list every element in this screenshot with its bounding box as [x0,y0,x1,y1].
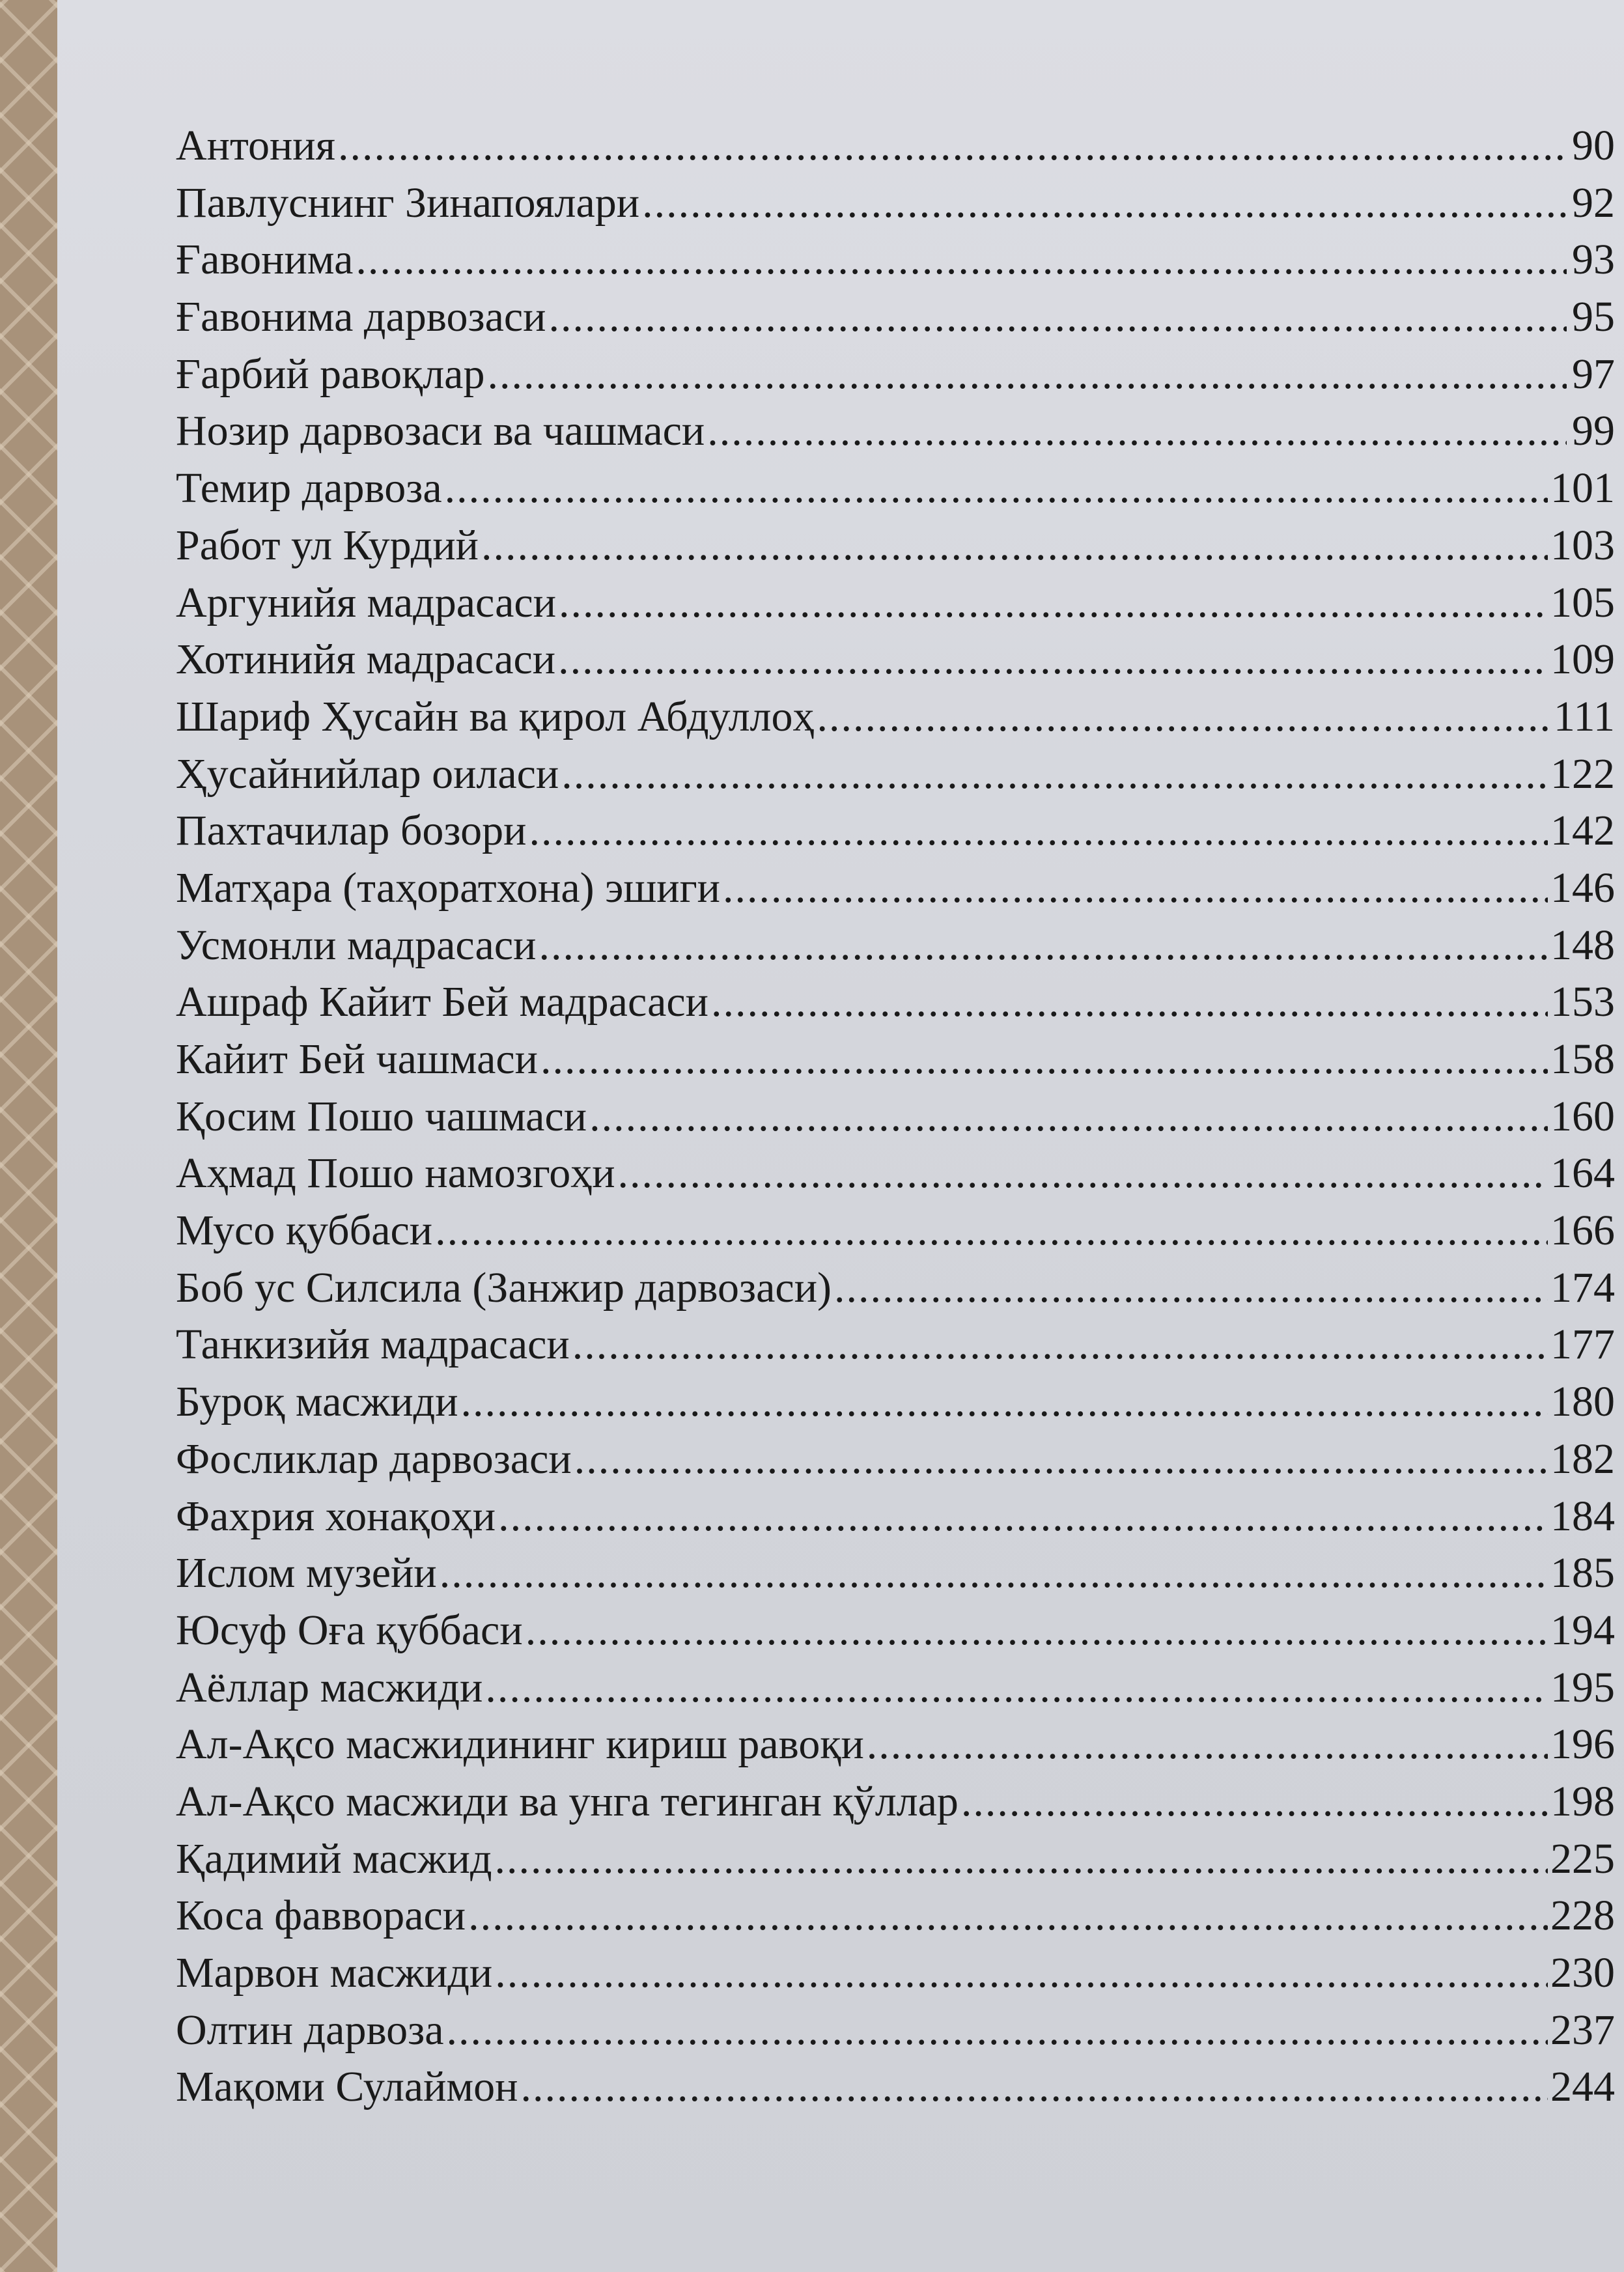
toc-entry-page-number: 180 [1550,1378,1615,1426]
toc-entry [176,1088,1615,1145]
dot-leader [618,1145,1548,1202]
toc-entry [176,574,1615,632]
toc-entry-page-number: 148 [1550,921,1615,969]
toc-entry [176,974,1615,1031]
dot-leader [435,1202,1548,1259]
toc-entry-title: Олтин дарвоза [176,2006,444,2054]
dot-leader [711,974,1548,1031]
decorative-page-border [0,0,57,2272]
dot-leader [817,688,1551,746]
dot-leader [559,574,1548,632]
toc-entry-title: Пахтачилар бозори [176,807,527,855]
toc-entry [176,1716,1615,1773]
dot-leader [468,1887,1548,1944]
toc-entry [176,631,1615,688]
toc-entry-page-number: 177 [1550,1321,1615,1369]
toc-entry-title: Павлуснинг Зинапоялари [176,178,640,227]
toc-entry-title: Танкизийя мадрасаси [176,1321,570,1369]
toc-entry-title: Буроқ масжиди [176,1378,458,1426]
toc-entry [176,688,1615,746]
dot-leader [561,746,1548,803]
toc-entry-page-number: 95 [1572,293,1615,341]
book-page [57,0,1624,2272]
toc-entry-title: Ҳусайнийлар оиласи [176,750,559,798]
toc-entry-page-number: 97 [1572,350,1615,398]
toc-entry-page-number: 174 [1550,1263,1615,1311]
toc-entry-title: Аёллар масжиди [176,1663,483,1711]
toc-entry-title: Усмонли мадрасаси [176,921,537,969]
toc-entry-title: Юсуф Оға қуббаси [176,1606,523,1654]
toc-entry [176,117,1615,175]
toc-entry-page-number: 101 [1550,464,1615,512]
toc-entry-page-number: 237 [1550,2006,1615,2054]
dot-leader [642,175,1567,232]
toc-entry-page-number: 185 [1550,1549,1615,1597]
toc-entry [176,1259,1615,1317]
dot-leader [445,460,1548,517]
toc-entry-title: Аҳмад Пошо намозгоҳи [176,1149,615,1198]
table-of-contents [176,117,1615,2116]
dot-leader [723,860,1548,917]
toc-entry-page-number: 194 [1550,1606,1615,1654]
toc-entry [176,1145,1615,1202]
toc-entry-page-number: 111 [1553,692,1615,740]
toc-entry-title: Ғавонима [176,236,354,284]
dot-leader [572,1316,1548,1373]
toc-entry-page-number: 230 [1550,1949,1615,1997]
toc-entry [176,402,1615,460]
toc-entry-page-number: 164 [1550,1149,1615,1198]
dot-leader [548,288,1567,346]
dot-leader [707,402,1567,460]
toc-entry-title: Коса фаввораси [176,1892,466,1940]
toc-entry-page-number: 244 [1550,2063,1615,2111]
toc-entry-page-number: 90 [1572,122,1615,169]
toc-entry-title: Работ ул Курдий [176,521,479,569]
dot-leader [487,346,1567,403]
toc-entry-page-number: 146 [1550,863,1615,912]
toc-entry [176,1887,1615,1944]
dot-leader [539,917,1548,974]
toc-entry-page-number: 158 [1550,1035,1615,1083]
toc-entry [176,802,1615,860]
toc-entry-title: Марвон масжиди [176,1949,493,1997]
dot-leader [525,1602,1548,1659]
toc-entry-page-number: 153 [1550,978,1615,1026]
toc-entry [176,1545,1615,1602]
toc-entry-title: Нозир дарвозаси ва чашмаси [176,407,705,455]
dot-leader [338,117,1567,175]
toc-entry-title: Аргунийя мадрасаси [176,578,557,626]
dot-leader [961,1773,1548,1830]
toc-entry-title: Боб ус Силсила (Занжир дарвозаси) [176,1263,832,1311]
dot-leader [521,2058,1548,2116]
toc-entry [176,1031,1615,1088]
dot-leader [495,1830,1548,1888]
dot-leader [867,1716,1548,1773]
dot-leader [529,802,1548,860]
toc-entry [176,231,1615,288]
dot-leader [447,2002,1548,2059]
toc-entry [176,346,1615,403]
toc-entry-title: Шариф Ҳусайн ва қирол Абдуллоҳ [176,692,815,740]
toc-entry [176,1373,1615,1431]
toc-entry-title: Мусо қуббаси [176,1207,433,1255]
toc-entry-title: Ғавонима дарвозаси [176,293,546,341]
toc-entry-page-number: 160 [1550,1092,1615,1140]
toc-entry-title: Фахрия хонақоҳи [176,1492,496,1540]
toc-entry-page-number: 142 [1550,807,1615,855]
toc-entry [176,1431,1615,1488]
toc-entry-page-number: 225 [1550,1834,1615,1883]
toc-entry [176,175,1615,232]
toc-entry-page-number: 109 [1550,636,1615,684]
toc-entry-title: Темир дарвоза [176,464,442,512]
toc-entry [176,1316,1615,1373]
toc-entry-title: Қадимий масжид [176,1834,492,1883]
toc-entry-page-number: 182 [1550,1435,1615,1483]
toc-entry [176,1602,1615,1659]
toc-entry-page-number: 99 [1572,407,1615,455]
toc-entry [176,1488,1615,1545]
dot-leader [481,517,1548,574]
toc-entry-title: Қосим Пошо чашмаси [176,1092,587,1140]
toc-entry-title: Антония [176,122,335,169]
toc-entry [176,917,1615,974]
toc-entry [176,746,1615,803]
toc-entry-title: Ғарбий равоқлар [176,350,485,398]
toc-entry-title: Ал-Ақсо масжидининг кириш равоқи [176,1720,864,1769]
toc-entry [176,860,1615,917]
toc-entry-page-number: 166 [1550,1207,1615,1255]
dot-leader [574,1431,1548,1488]
dot-leader [461,1373,1548,1431]
dot-leader [356,231,1567,288]
dot-leader [589,1088,1548,1145]
toc-entry [176,517,1615,574]
toc-entry-title: Мақоми Сулаймон [176,2063,518,2111]
toc-entry-title: Хотинийя мадрасаси [176,636,556,684]
toc-entry [176,1830,1615,1888]
toc-entry [176,1944,1615,2002]
dot-leader [440,1545,1548,1602]
dot-leader [498,1488,1548,1545]
toc-entry-page-number: 228 [1550,1892,1615,1940]
toc-entry [176,460,1615,517]
dot-leader [558,631,1548,688]
toc-entry-page-number: 93 [1572,236,1615,284]
toc-entry-title: Ислом музейи [176,1549,437,1597]
toc-entry-page-number: 122 [1550,750,1615,798]
dot-leader [834,1259,1548,1317]
toc-entry-title: Ал-Ақсо масжиди ва унга тегинган қўллар [176,1777,959,1825]
dot-leader [485,1659,1548,1717]
toc-entry-page-number: 195 [1550,1663,1615,1711]
toc-entry-page-number: 184 [1550,1492,1615,1540]
toc-entry-title: Ашраф Кайит Бей мадрасаси [176,978,708,1026]
dot-leader [495,1944,1548,2002]
toc-entry-page-number: 103 [1550,521,1615,569]
toc-entry [176,2002,1615,2059]
toc-entry [176,1659,1615,1717]
toc-entry-title: Матҳара (таҳоратхона) эшиги [176,863,720,912]
toc-entry-title: Фосликлар дарвозаси [176,1435,572,1483]
toc-entry [176,1202,1615,1259]
toc-entry-page-number: 196 [1550,1720,1615,1769]
toc-entry [176,1773,1615,1830]
toc-entry-page-number: 105 [1550,578,1615,626]
toc-entry [176,2058,1615,2116]
toc-entry-title: Кайит Бей чашмаси [176,1035,538,1083]
toc-entry-page-number: 198 [1550,1777,1615,1825]
dot-leader [540,1031,1548,1088]
toc-entry-page-number: 92 [1572,178,1615,227]
toc-entry [176,288,1615,346]
